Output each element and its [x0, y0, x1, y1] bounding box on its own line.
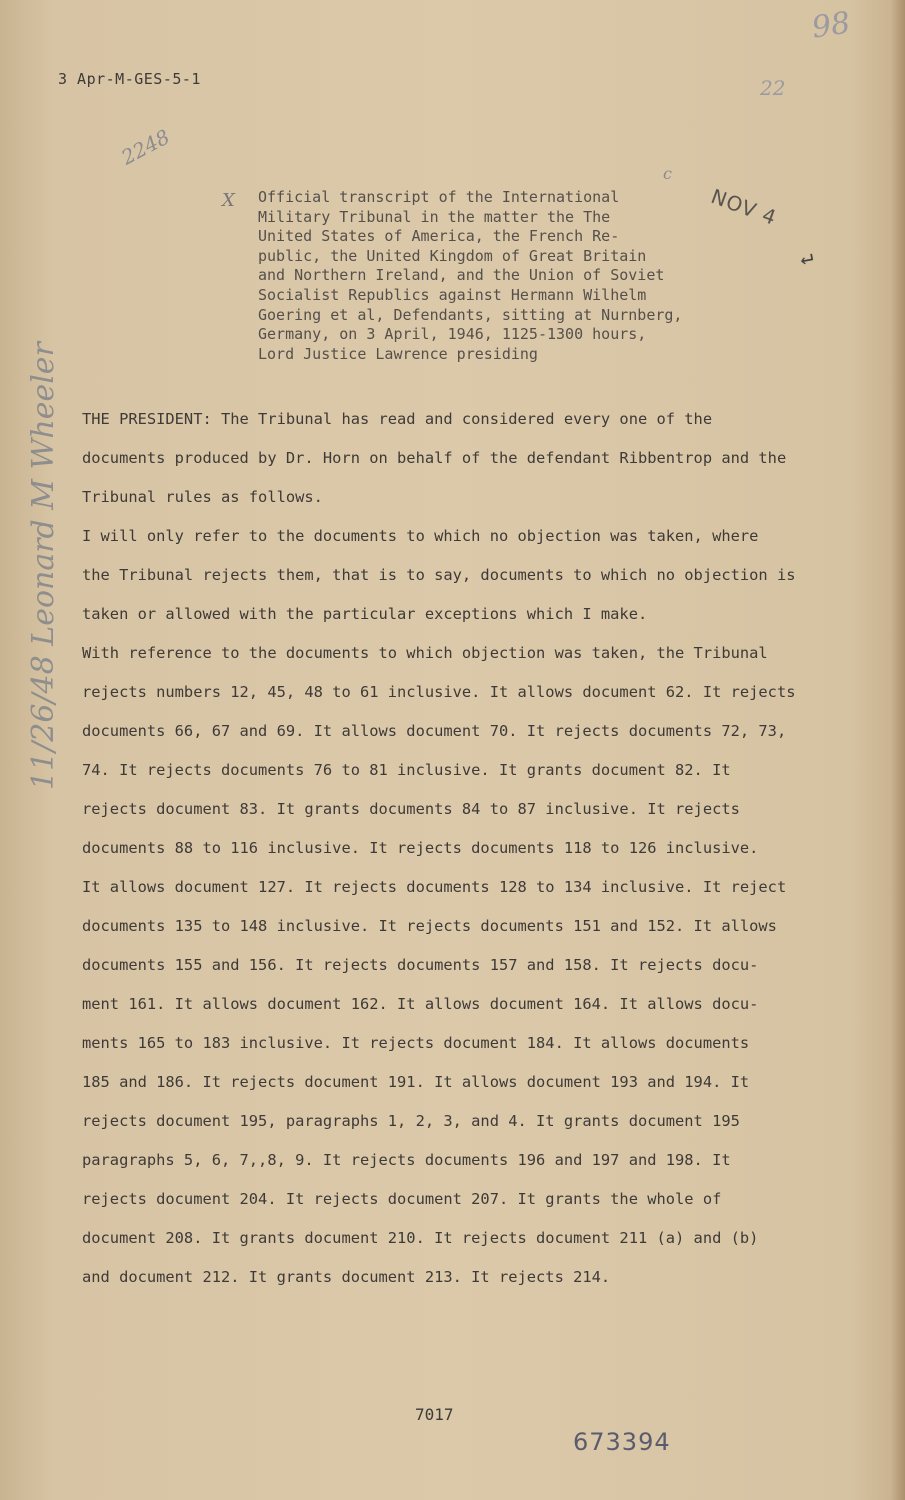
header-line: Goering et al, Defendants, sitting at Nurnberg,: [258, 305, 683, 324]
header-line: Military Tribunal in the matter the The: [258, 207, 611, 226]
page-number: 7017: [415, 1405, 454, 1424]
header-line: Lord Justice Lawrence presiding: [258, 344, 538, 363]
header-line: and Northern Ireland, and the Union of Soviet: [258, 266, 665, 285]
body-line: ments 165 to 183 inclusive. It rejects document 184. It allows documents: [82, 1034, 750, 1052]
pencil-circle-mark: c: [663, 164, 672, 183]
paper-edge: [891, 0, 905, 1500]
stamped-number: 673394: [573, 1428, 671, 1456]
pencil-page-number: 22: [760, 76, 786, 100]
body-line: rejects document 204. It rejects document 207. It grants the whole of: [82, 1190, 722, 1208]
body-line: 74. It rejects documents 76 to 81 inclusive. It grants document 82. It: [82, 761, 731, 779]
body-line: I will only refer to the documents to which no objection was taken, where: [82, 527, 759, 545]
body-line: document 208. It grants document 210. It rejects document 211 (a) and (b): [82, 1229, 759, 1247]
body-line: rejects document 195, paragraphs 1, 2, 3, and 4. It grants document 195: [82, 1112, 740, 1130]
header-line: public, the United Kingdom of Great Britain: [258, 246, 647, 265]
body-line: THE PRESIDENT: The Tribunal has read and considered every one of the: [82, 410, 713, 428]
body-line: documents 66, 67 and 69. It allows document 70. It rejects documents 72, 73,: [82, 722, 787, 740]
header-line: Socialist Republics against Hermann Wilhelm: [258, 285, 647, 304]
body-line: Tribunal rules as follows.: [82, 488, 323, 506]
body-line: documents 135 to 148 inclusive. It rejects documents 151 and 152. It allows: [82, 917, 777, 935]
body-line: documents produced by Dr. Horn on behalf of the defendant Ribbentrop and the: [82, 449, 787, 467]
body-line: rejects numbers 12, 45, 48 to 61 inclusive. It allows document 62. It rejects: [82, 683, 796, 701]
transcript-header: [258, 188, 728, 364]
date-stamp: NOV 4: [707, 184, 781, 230]
header-line: Official transcript of the International: [258, 188, 620, 206]
transcript-body: [82, 400, 852, 1297]
body-line: taken or allowed with the particular exceptions which I make.: [82, 605, 648, 623]
body-line: ment 161. It allows document 162. It allows document 164. It allows docu-: [82, 995, 759, 1013]
body-line: documents 155 and 156. It rejects documents 157 and 158. It rejects docu-: [82, 956, 759, 974]
body-line: paragraphs 5, 6, 7,,8, 9. It rejects documents 196 and 197 and 198. It: [82, 1151, 731, 1169]
body-line: the Tribunal rejects them, that is to say, documents to which no objection is: [82, 566, 796, 584]
checkmark-icon: ↵: [797, 244, 816, 271]
header-line: Germany, on 3 April, 1946, 1125-1300 hours,: [258, 325, 647, 344]
pencil-folio-number: 98: [809, 5, 853, 46]
body-line: It allows document 127. It rejects documents 128 to 134 inclusive. It reject: [82, 878, 787, 896]
document-reference: 3 Apr-M-GES-5-1: [58, 70, 201, 88]
body-line: With reference to the documents to which objection was taken, the Tribunal: [82, 644, 768, 662]
body-line: 185 and 186. It rejects document 191. It allows document 193 and 194. It: [82, 1073, 750, 1091]
body-line: and document 212. It grants document 213. It rejects 214.: [82, 1268, 611, 1286]
body-line: documents 88 to 116 inclusive. It rejects documents 118 to 126 inclusive.: [82, 839, 759, 857]
body-line: rejects document 83. It grants documents 84 to 87 inclusive. It rejects: [82, 800, 740, 818]
margin-handwritten-signature: 11/26/48 Leonard M Wheeler: [26, 342, 61, 790]
header-line: United States of America, the French Re-: [258, 227, 620, 246]
pencil-file-number: 2248: [117, 124, 174, 170]
pencil-x-mark: X: [222, 190, 235, 211]
